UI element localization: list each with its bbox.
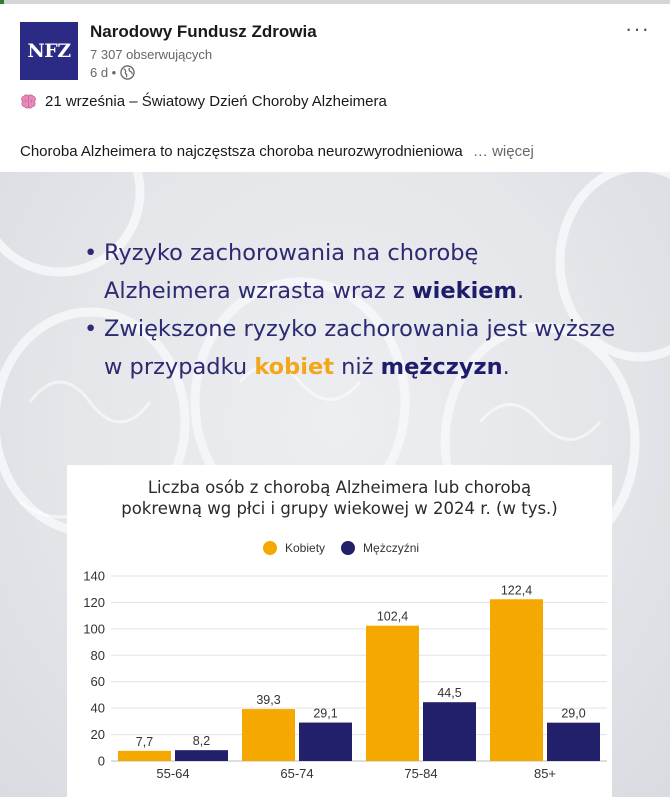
bullet1-bold: wiekiem	[411, 278, 517, 304]
bullet-item-gender	[84, 310, 644, 386]
logo-text: NFZ	[27, 40, 71, 62]
data-label: 29,1	[313, 706, 338, 721]
y-tick-label: 20	[90, 727, 105, 743]
post-headline	[20, 93, 387, 110]
bar-men-75-84	[423, 702, 476, 761]
post-header	[20, 16, 650, 82]
bullet-item-age	[84, 234, 644, 310]
bullet-dot: •	[84, 240, 98, 266]
bullet2-mid: niż	[333, 354, 381, 380]
y-tick-label: 140	[83, 568, 105, 584]
data-label: 44,5	[437, 686, 462, 701]
data-label: 7,7	[135, 734, 154, 749]
data-label: 102,4	[376, 609, 409, 624]
bar-chart	[67, 465, 612, 797]
x-tick-label: 85+	[533, 766, 557, 781]
bar-women-55-64	[118, 751, 171, 761]
legend-label-men: Mężczyźni	[363, 541, 420, 555]
data-label: 39,3	[256, 693, 281, 708]
bullet1-line1: Ryzyko zachorowania na chorobę	[104, 240, 479, 266]
brain-emoji-icon	[20, 94, 37, 109]
post-body	[20, 143, 534, 160]
bullet-dot: •	[84, 316, 98, 342]
bar-men-55-64	[175, 750, 228, 761]
top-divider	[0, 0, 670, 4]
post-meta	[90, 65, 135, 80]
y-tick-label: 40	[90, 700, 105, 716]
bullet2-pre: w przypadku	[104, 354, 255, 380]
data-label: 8,2	[192, 734, 211, 749]
more-options-button[interactable]: ···	[625, 16, 650, 41]
post-age: 6 d •	[90, 65, 117, 80]
y-tick-label: 0	[97, 753, 105, 769]
headline-text: 21 września – Światowy Dzień Choroby Alzheimera	[45, 93, 387, 110]
data-label: 122,4	[500, 583, 533, 598]
bullet2-suffix: .	[502, 354, 510, 380]
x-tick-label: 75-84	[404, 766, 438, 781]
bullet2-line1: Zwiększone ryzyko zachorowania jest wyższe	[104, 316, 616, 342]
see-more-link[interactable]: … więcej	[472, 143, 534, 160]
accent-marker	[0, 0, 4, 4]
bar-women-75-84	[366, 626, 419, 761]
bullet2-orange: kobiet	[254, 354, 334, 380]
bar-men-65-74	[299, 723, 352, 761]
post-image[interactable]	[0, 172, 670, 797]
bar-women-85+	[490, 599, 543, 761]
bullet1-suffix: .	[517, 278, 525, 304]
globe-icon	[120, 65, 135, 80]
data-label: 29,0	[561, 706, 586, 721]
y-tick-label: 60	[90, 674, 105, 690]
y-tick-label: 120	[83, 594, 105, 610]
x-tick-label: 55-64	[156, 766, 190, 781]
bar-men-85+	[547, 723, 600, 761]
y-tick-label: 100	[83, 621, 105, 637]
chart-title-line1: Liczba osób z chorobą Alzheimera lub chorobą	[147, 478, 532, 497]
legend-label-women: Kobiety	[285, 541, 326, 555]
bar-women-65-74	[242, 709, 295, 761]
chart-title-line2: pokrewną wg płci i grupy wiekowej w 2024 r. (w tys.)	[121, 499, 558, 518]
bullet-list	[84, 234, 644, 386]
post-body-text: Choroba Alzheimera to najczęstsza choroba neurozwyrodnieniowa	[20, 143, 463, 160]
chart-card	[67, 465, 612, 797]
bullet2-bold: mężczyzn	[380, 354, 503, 380]
y-tick-label: 80	[90, 647, 105, 663]
org-logo[interactable]	[20, 22, 78, 80]
x-tick-label: 65-74	[280, 766, 314, 781]
followers-count: 7 307 obserwujących	[90, 47, 213, 62]
org-name-link[interactable]: Narodowy Fundusz Zdrowia	[90, 22, 317, 41]
bullet1-line2: Alzheimera wzrasta wraz z	[104, 278, 412, 304]
